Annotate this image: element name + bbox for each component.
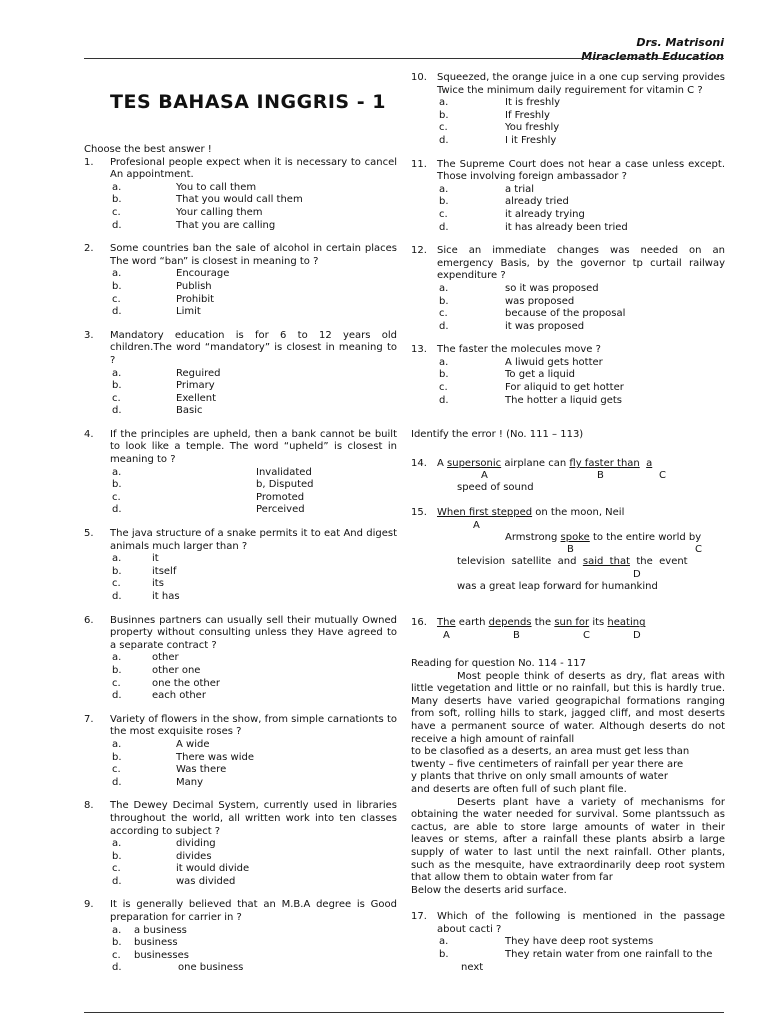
answer-option[interactable] [110, 578, 397, 591]
marker-a: A [481, 470, 488, 482]
question-10 [411, 72, 725, 148]
option-letter: a. [112, 652, 122, 664]
answer-option[interactable] [110, 492, 397, 505]
question-11 [411, 159, 725, 235]
question-stem: Variety of flowers in the show, from simple carnationts to the most exquisite roses ? [110, 713, 397, 738]
option-text: For aliquid to get hotter [505, 382, 624, 394]
option-letter: c. [112, 677, 121, 689]
header-divider [84, 58, 724, 59]
option-text: other [152, 652, 179, 664]
option-letter: b. [112, 479, 122, 491]
option-text: divides [176, 850, 212, 862]
organization-name: Miraclemath Education [581, 50, 724, 63]
answer-option[interactable] [110, 182, 397, 195]
question-number: 5. [84, 528, 94, 540]
option-letter: c. [439, 382, 448, 394]
question-number: 1. [84, 156, 94, 168]
question-stem: The java structure of a snake permits it to eat And digest animals much larger than ? [110, 528, 397, 552]
sentence-line-4: was a great leap forward for humankind [457, 580, 658, 592]
question-6 [84, 615, 397, 703]
left-column [84, 144, 397, 986]
error-markers [437, 630, 725, 642]
option-letter: d. [439, 134, 449, 146]
option-text: They retain water from one rainfall to the [505, 949, 713, 961]
answer-option[interactable] [110, 925, 397, 938]
error-markers-3 [437, 569, 725, 581]
passage-paragraph-1: Most people think of deserts as dry, flat areas with little vegetation and little or no rainfall, but this is hardly true. Many deserts have varied geograpichal formations ranging from soft, rolling hills to stark, jagged cliff, and most deserts have a permanent source of water. Although deserts do not receive a high amount of rainfall [411, 670, 725, 745]
option-text: it has [152, 591, 180, 602]
answer-option[interactable] [110, 504, 397, 517]
answer-option[interactable] [110, 294, 397, 307]
option-letter: c. [112, 949, 121, 961]
option-letter: d. [112, 962, 122, 974]
option-text: You to call them [176, 181, 257, 193]
option-letter: b. [112, 937, 122, 949]
option-letter: b. [439, 109, 449, 121]
answer-option[interactable] [437, 184, 725, 197]
page-title: TES BAHASA INGGRIS - 1 [110, 91, 386, 113]
answer-option[interactable] [110, 950, 397, 963]
option-letter: c. [112, 491, 121, 503]
reading-passage [411, 671, 725, 898]
option-text: To get a liquid [505, 369, 575, 381]
answer-option[interactable] [110, 368, 397, 381]
option-letter: c. [112, 863, 121, 875]
question-stem: If the principles are upheld, then a bank cannot be built to look like a temple. The word “upheld” is closest in meaning to ? [110, 428, 397, 466]
passage-line: to be clasofied as a deserts, an area must get less than [411, 746, 690, 758]
option-text: itself [152, 565, 177, 577]
question-number: 8. [84, 800, 94, 812]
option-letter: a. [112, 924, 122, 936]
answer-option[interactable] [437, 97, 725, 110]
option-letter: d. [112, 690, 122, 702]
marker-a: A [473, 519, 480, 531]
error-section-heading: Identify the error ! (No. 111 – 113) [411, 429, 584, 441]
answer-option[interactable] [437, 283, 725, 296]
option-text: it already trying [505, 208, 585, 220]
option-letter: d. [439, 320, 449, 332]
option-letter: b. [439, 949, 449, 961]
question-4 [84, 429, 397, 517]
option-letter: c. [112, 764, 121, 776]
question-9 [84, 899, 397, 975]
option-letter: b. [112, 664, 122, 676]
option-letter: b. [112, 194, 122, 206]
question-number: 6. [84, 614, 94, 626]
question-stem: Businnes partners can usually sell their mutually Owned property without consulting unless they Have agreed to a separate contract ? [110, 614, 397, 651]
answer-option[interactable] [110, 752, 397, 765]
option-letter: a. [112, 738, 122, 750]
question-stem: Sice an immediate changes was needed on an emergency Basis, by the governor tp curtail railway expenditure ? [437, 245, 725, 282]
sentence-continuation: speed of sound [457, 482, 534, 494]
question-stem: It is generally believed that an M.B.A degree is Good preparation for carrier in ? [110, 899, 397, 924]
option-text: Many [176, 776, 204, 788]
marker-b: B [513, 630, 520, 641]
option-text: a trial [505, 183, 535, 195]
answer-option[interactable] [110, 863, 397, 876]
option-letter: a. [439, 97, 449, 109]
option-letter: a. [439, 282, 449, 294]
option-letter: c. [112, 206, 121, 218]
option-text: They have deep root systems [505, 936, 654, 948]
answer-option[interactable] [437, 308, 725, 321]
option-letter: c. [439, 122, 448, 134]
question-7 [84, 714, 397, 790]
option-letter: d. [439, 221, 449, 233]
option-text: A liwuid gets hotter [505, 356, 603, 368]
option-letter: d. [112, 591, 122, 602]
option-letter: c. [439, 308, 448, 320]
answer-option[interactable] [110, 937, 397, 950]
question-number: 15. [411, 507, 427, 519]
answer-option[interactable] [437, 209, 725, 222]
option-text: Reguired [176, 367, 221, 379]
option-list [437, 936, 725, 961]
question-3 [84, 330, 397, 418]
option-letter: a. [112, 553, 122, 565]
option-text: each other [152, 690, 206, 702]
option-letter: c. [439, 208, 448, 220]
option-letter: c. [112, 293, 121, 305]
answer-option[interactable] [110, 739, 397, 752]
marker-b: B [567, 544, 574, 556]
right-column [411, 72, 725, 985]
answer-option[interactable] [110, 876, 397, 889]
option-text: Primary [176, 380, 215, 392]
option-text: because of the proposal [505, 308, 626, 320]
question-number: 14. [411, 457, 427, 469]
option-text: Prohibit [176, 293, 215, 305]
question-5 [84, 528, 397, 604]
option-text: it was proposed [505, 320, 585, 332]
error-question-14 [411, 458, 725, 495]
answer-option[interactable] [437, 369, 725, 382]
option-text: I it Freshly [505, 134, 557, 146]
question-number: 11. [411, 158, 427, 170]
error-markers [437, 470, 725, 482]
option-text: business [134, 937, 178, 949]
answer-option[interactable] [110, 690, 397, 703]
option-text: b, Disputed [256, 479, 314, 491]
option-text: so it was proposed [505, 282, 599, 294]
option-text: Basic [176, 405, 203, 417]
option-letter: b. [112, 280, 122, 292]
sentence-line-3: television satellite and said that the event [457, 556, 688, 568]
page-header [581, 36, 724, 64]
option-text: Your calling them [176, 206, 263, 218]
option-text: Limit [176, 306, 201, 318]
answer-option[interactable] [437, 357, 725, 370]
option-letter: b. [439, 295, 449, 307]
sentence: A supersonic airplane can fly faster than a [437, 457, 653, 469]
answer-option[interactable] [110, 220, 397, 233]
question-1 [84, 157, 397, 233]
option-letter: b. [439, 196, 449, 208]
author-name: Drs. Matrisoni [636, 36, 724, 49]
option-text: it has already been tried [505, 221, 628, 233]
option-letter: b. [112, 565, 122, 577]
option-text: one the other [152, 677, 221, 689]
answer-option[interactable] [110, 467, 397, 480]
question-stem: Mandatory education is for 6 to 12 years old children.The word “mandatory” is closest in meaning to ? [110, 329, 397, 366]
passage-line: twenty – five centimeters of rainfall per year there are [411, 758, 684, 770]
option-text: Encourage [176, 268, 230, 280]
answer-option[interactable] [437, 296, 725, 309]
question-number: 10. [411, 72, 427, 83]
option-text: already tried [505, 196, 569, 208]
error-markers-2 [437, 544, 725, 556]
option-text: Promoted [256, 491, 305, 503]
answer-option[interactable] [110, 652, 397, 665]
option-text: other one [152, 664, 201, 676]
option-text: That you are calling [176, 219, 276, 231]
question-17 [411, 911, 725, 974]
option-text: businesses [134, 949, 189, 961]
answer-option[interactable] [110, 777, 397, 790]
option-letter: a. [112, 181, 122, 193]
question-stem: Squeezed, the orange juice in a one cup serving provides Twice the minimum daily reguirement for vitamin C ? [437, 72, 725, 96]
passage-line: and deserts are often full of such plant file. [411, 783, 627, 795]
answer-option[interactable] [110, 393, 397, 406]
marker-c: C [695, 544, 702, 556]
question-number: 7. [84, 713, 94, 725]
question-stem: The faster the molecules move ? [437, 344, 601, 356]
question-list-right [411, 72, 725, 407]
sentence: The earth depends the sun for its heating [437, 617, 646, 629]
option-text: one business [178, 962, 244, 974]
option-text: it [152, 553, 159, 565]
option-text: The hotter a liquid gets [505, 394, 623, 406]
option-text: A wide [176, 738, 210, 750]
answer-option[interactable] [437, 321, 725, 334]
question-stem: Some countries ban the sale of alcohol in certain places The word “ban” is closest in meaning to ? [110, 243, 397, 267]
reading-heading: Reading for question No. 114 - 117 [411, 658, 586, 669]
answer-option[interactable] [110, 851, 397, 864]
question-number: 4. [84, 428, 94, 440]
answer-option[interactable] [437, 110, 725, 123]
option-letter: d. [112, 219, 122, 231]
answer-option[interactable] [110, 553, 397, 566]
question-list-left [84, 157, 397, 975]
option-letter: a. [112, 268, 122, 280]
option-text: was proposed [505, 295, 575, 307]
question-stem: Which of the following is mentioned in the passage about cacti ? [437, 911, 725, 935]
answer-option[interactable] [110, 405, 397, 418]
answer-option[interactable] [437, 222, 725, 235]
answer-option[interactable] [110, 591, 397, 604]
passage-line: Below the deserts arid surface. [411, 884, 567, 896]
marker-a: A [443, 630, 450, 641]
option-text: it would divide [176, 863, 250, 875]
option-letter: d. [112, 875, 122, 887]
marker-c: C [583, 630, 590, 641]
passage-line: y plants that thrive on only small amounts of water [411, 771, 668, 783]
question-number: 2. [84, 243, 94, 255]
option-letter: d. [112, 776, 122, 788]
answer-option[interactable] [110, 281, 397, 294]
option-continuation: next [461, 961, 484, 973]
question-number: 16. [411, 617, 427, 629]
question-number: 9. [84, 899, 94, 911]
option-letter: a. [439, 183, 449, 195]
option-letter: b. [112, 380, 122, 392]
option-letter: a. [112, 466, 122, 478]
option-letter: d. [112, 405, 122, 417]
question-number: 13. [411, 344, 427, 356]
option-letter: a. [439, 936, 449, 948]
sentence-line-1: When first stepped on the moon, Neil [437, 507, 625, 519]
question-number: 12. [411, 245, 427, 257]
marker-b: B [597, 470, 604, 482]
marker-d: D [633, 568, 641, 580]
option-letter: c. [112, 578, 121, 590]
answer-option[interactable] [110, 380, 397, 393]
answer-option[interactable] [110, 207, 397, 220]
option-text: a business [134, 924, 187, 936]
instructions: Choose the best answer ! [84, 144, 212, 155]
option-text: Invalidated [256, 466, 312, 478]
question-8 [84, 800, 397, 888]
option-text: That you would call them [176, 194, 303, 206]
option-text: Perceived [256, 504, 305, 516]
footer-divider [84, 1012, 724, 1013]
answer-option[interactable] [110, 678, 397, 691]
option-letter: d. [112, 306, 122, 318]
question-13 [411, 344, 725, 407]
option-letter: a. [439, 356, 449, 368]
passage-paragraph-2: Deserts plant have a variety of mechanisms for obtaining the water needed for survival. Some plantssuch as cactus, are able to store large amounts of water in their leaves or stems, after a rainfall these plants absirb a large supply of water to last until the next rainfall. Other plants, such as the mesquite, have extraordinarily deep root system that allow them to obtain water from far [411, 796, 725, 884]
answer-option[interactable] [437, 196, 725, 209]
question-number: 17. [411, 911, 427, 923]
answer-option[interactable] [437, 949, 725, 962]
option-text: There was wide [176, 751, 254, 763]
option-text: You freshly [505, 122, 560, 134]
error-question-15 [411, 507, 725, 593]
option-text: dividing [176, 838, 216, 850]
answer-option[interactable] [437, 936, 725, 949]
option-text: was divided [176, 875, 236, 887]
answer-option[interactable] [110, 764, 397, 777]
answer-option[interactable] [110, 838, 397, 851]
question-number: 3. [84, 329, 94, 341]
sentence-line-2: Armstrong spoke to the entire world by [505, 531, 702, 543]
option-letter: b. [112, 850, 122, 862]
option-text: It is freshly [505, 97, 561, 109]
option-letter: b. [112, 751, 122, 763]
answer-option[interactable] [437, 395, 725, 408]
error-question-16 [411, 617, 725, 642]
answer-option[interactable] [110, 306, 397, 319]
marker-c: C [659, 470, 666, 482]
answer-option[interactable] [110, 194, 397, 207]
option-text: its [152, 578, 164, 590]
answer-option[interactable] [437, 135, 725, 148]
question-2 [84, 243, 397, 319]
answer-option[interactable] [437, 382, 725, 395]
option-text: Was there [176, 764, 227, 776]
answer-option[interactable] [110, 566, 397, 579]
answer-option[interactable] [110, 479, 397, 492]
option-text: Publish [176, 280, 212, 292]
answer-option[interactable] [110, 962, 397, 975]
option-text: Exellent [176, 392, 217, 404]
option-text: If Freshly [505, 109, 550, 121]
answer-option[interactable] [110, 665, 397, 678]
option-letter: b. [439, 369, 449, 381]
option-letter: a. [112, 838, 122, 850]
answer-option[interactable] [110, 268, 397, 281]
question-stem: The Dewey Decimal System, currently used in libraries throughout the world, all written work into ten classes according to subject ? [110, 800, 397, 837]
error-markers-1 [437, 520, 725, 532]
option-letter: c. [112, 392, 121, 404]
option-letter: d. [112, 504, 122, 516]
marker-d: D [633, 630, 641, 641]
question-stem: The Supreme Court does not hear a case unless except. Those involving foreign ambassador ? [437, 158, 725, 183]
option-letter: d. [439, 394, 449, 406]
answer-option[interactable] [437, 122, 725, 135]
question-12 [411, 245, 725, 333]
question-stem: Profesional people expect when it is necessary to cancel An appointment. [110, 156, 397, 181]
option-letter: a. [112, 367, 122, 379]
